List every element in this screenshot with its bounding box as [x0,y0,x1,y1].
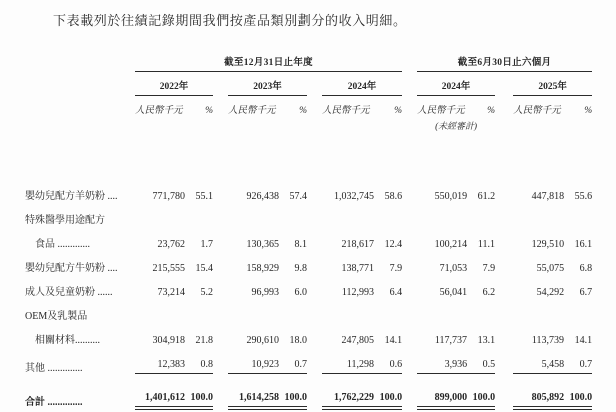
header-body-spacer [25,132,592,178]
percent-header: % [299,106,307,116]
row-label: 嬰幼兒配方牛奶粉 .... [25,263,118,274]
value-cell: 138,771 [341,263,374,274]
percent-cell: 1.7 [200,239,213,250]
value-cell: 447,818 [531,191,565,202]
unit-header: 人民幣千元 [135,106,183,116]
row-label: OEM及乳製品 [25,311,88,322]
column-gap [495,72,513,96]
column-gap [213,72,228,96]
percent-cell: 6.8 [579,263,593,274]
percent-cell: 100.0 [279,374,307,409]
table-row-total [25,374,592,409]
table-row-oem-dairy-category [25,298,592,322]
year-header-2025: 2025年 [513,72,592,96]
unaudited-note: (未經審計) [435,121,478,131]
period-group-annual: 截至12月31日止年度 [135,54,402,72]
percent-cell: 7.9 [389,263,403,274]
unit-header-row [25,96,592,117]
column-gap [402,54,417,72]
percent-cell: 100.0 [185,374,213,409]
percent-cell: 9.8 [294,263,307,274]
percent-cell: 6.0 [294,287,307,298]
percent-cell: 55.1 [195,191,213,202]
percent-cell: 6.4 [389,287,403,298]
percent-cell: 0.7 [279,346,307,374]
percent-header: % [205,106,213,116]
value-cell: 1,762,229 [322,374,374,409]
percent-cell: 5.2 [200,287,213,298]
value-cell: 1,614,258 [228,374,279,409]
column-gap [213,96,228,117]
value-cell: 771,780 [152,191,185,202]
percent-cell: 7.9 [482,263,496,274]
value-cell: 899,000 [417,374,467,409]
unaudited-note-row [25,116,592,132]
unit-header: 人民幣千元 [322,106,370,116]
percent-cell: 21.8 [195,335,213,346]
value-cell: 550,019 [434,191,468,202]
value-cell: 290,610 [246,335,279,346]
percent-cell: 11.1 [477,239,496,250]
column-gap [402,72,417,96]
value-cell: 304,918 [152,335,185,346]
unit-header: 人民幣千元 [417,106,465,116]
value-cell: 3,936 [417,346,467,374]
intro-text: 下表載列於往績記錄期間我們按產品類別劃分的收入明細。 [53,13,407,28]
percent-cell: 18.0 [289,335,307,346]
year-header-row [25,72,592,96]
value-cell: 112,993 [341,287,374,298]
row-label: 成人及兒童奶粉 ...... [25,287,113,298]
percent-cell: 0.8 [185,346,213,374]
value-cell: 158,929 [246,263,279,274]
column-gap [307,72,322,96]
value-cell: 54,292 [536,287,565,298]
value-cell: 247,805 [341,335,374,346]
percent-header: % [394,106,403,116]
value-cell: 56,041 [439,287,468,298]
table-row-special-medical-category [25,202,592,226]
value-cell: 215,555 [152,263,185,274]
value-cell: 1,032,745 [334,191,374,202]
value-cell: 11,298 [322,346,374,374]
year-header-2023: 2023年 [228,72,307,96]
year-header-2022: 2022年 [135,72,213,96]
row-label: 特殊醫學用途配方 [25,215,105,226]
column-gap [307,96,322,117]
percent-cell: 61.2 [477,191,496,202]
table-row-adult-children-milk [25,274,592,298]
percent-cell: 14.1 [384,335,403,346]
table-row-goat-milk-formula [25,178,592,202]
value-cell: 73,214 [157,287,185,298]
percent-cell: 100.0 [467,374,495,409]
value-cell: 55,075 [536,263,565,274]
percent-cell: 6.2 [482,287,496,298]
value-cell: 130,365 [246,239,279,250]
table-row-cow-milk-formula [25,250,592,274]
row-label: 其他 .............. [25,362,83,374]
year-header-2024: 2024年 [322,72,402,96]
percent-cell: 100.0 [374,374,402,409]
value-cell: 10,923 [228,346,279,374]
percent-cell: 13.1 [477,335,496,346]
column-gap [495,96,513,117]
row-label: 相關材料.......... [35,335,100,346]
value-cell: 117,737 [434,335,468,346]
unit-header: 人民幣千元 [513,106,561,116]
percent-cell: 0.6 [374,346,402,374]
value-cell: 5,458 [513,346,564,374]
value-cell: 805,892 [513,374,564,409]
value-cell: 23,762 [157,239,185,250]
percent-header: % [487,106,496,116]
period-group-interim: 截至6月30日止六個月 [417,54,592,72]
percent-cell: 57.4 [289,191,307,202]
percent-cell: 12.4 [384,239,403,250]
percent-cell: 15.4 [195,263,213,274]
value-cell: 113,739 [531,335,565,346]
row-label: 嬰幼兒配方羊奶粉 .... [25,191,118,202]
value-cell: 100,214 [434,239,468,250]
value-cell: 96,993 [251,287,279,298]
percent-cell: 55.6 [574,191,593,202]
revenue-by-product-table [25,54,592,410]
percent-cell: 100.0 [564,374,592,409]
label-column-header [25,54,135,72]
column-gap [402,96,417,117]
table-row-food [25,226,592,250]
unit-header: 人民幣千元 [228,106,276,116]
percent-cell: 0.7 [564,346,592,374]
percent-cell: 0.5 [467,346,495,374]
table-row-related-materials [25,322,592,346]
percent-cell: 16.1 [574,239,593,250]
table-row-others [25,346,592,374]
value-cell: 218,617 [341,239,374,250]
value-cell: 1,401,612 [135,374,185,409]
value-cell: 12,383 [135,346,185,374]
percent-header: % [584,106,593,116]
value-cell: 926,438 [246,191,279,202]
value-cell: 71,053 [439,263,468,274]
percent-cell: 14.1 [574,335,593,346]
row-label: 食品 ............. [35,239,90,250]
value-cell: 129,510 [531,239,565,250]
period-header-row [25,54,592,72]
year-header-2024-interim: 2024年 [417,72,495,96]
percent-cell: 8.1 [294,239,307,250]
percent-cell: 6.7 [579,287,593,298]
row-label: 合計 .............. [25,397,83,408]
percent-cell: 58.6 [384,191,403,202]
